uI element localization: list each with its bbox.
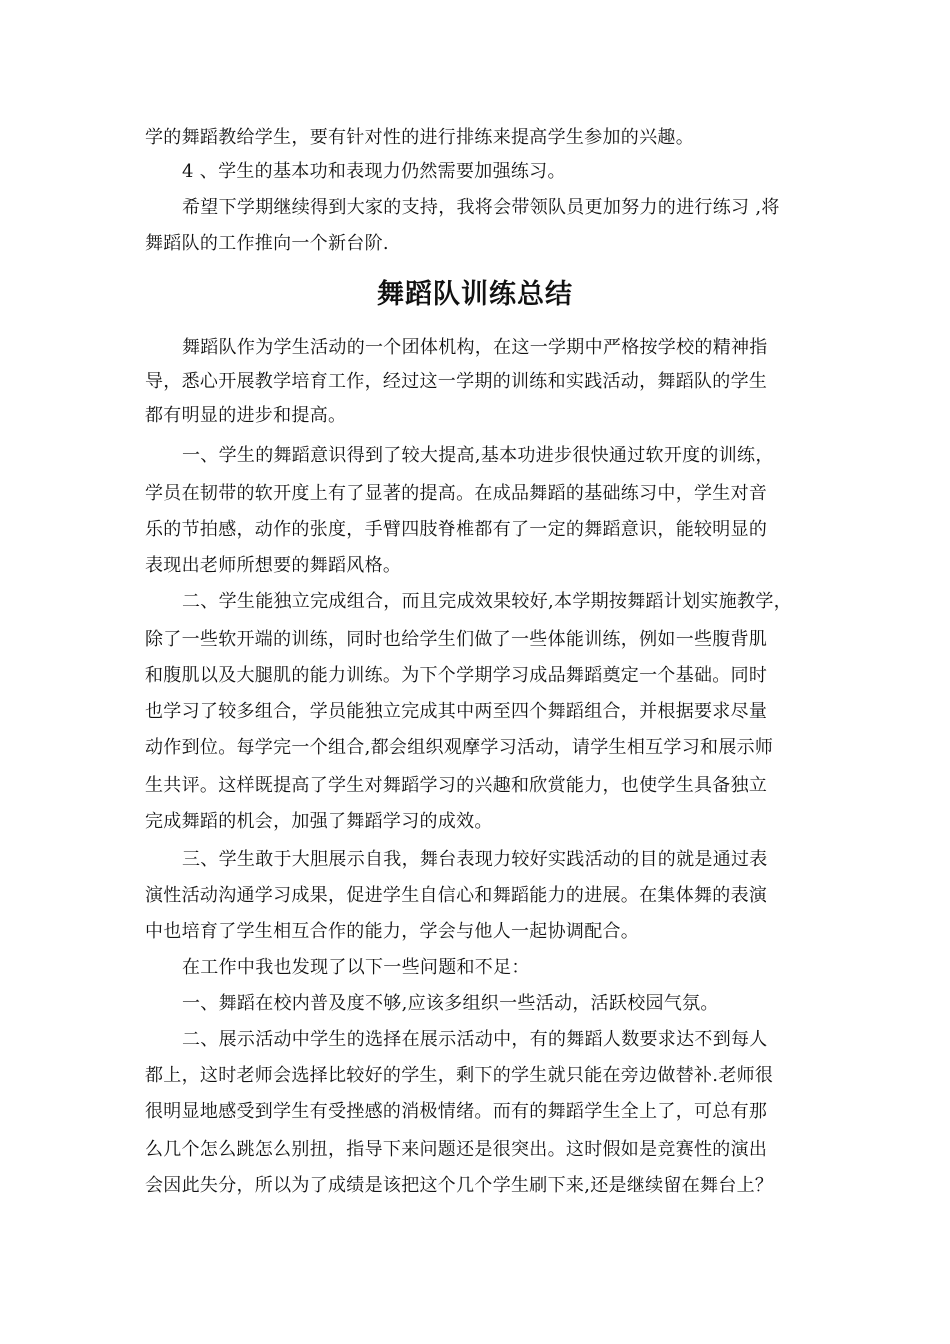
body-line: 除了一些软开端的训练，同时也给学生们做了一些体能训练，例如一些腹背肌	[145, 629, 768, 650]
body-line: 舞蹈队作为学生活动的一个团体机构，在这一学期中严格按学校的精神指	[182, 337, 768, 358]
body-line: 都有明显的进步和提高。	[145, 405, 347, 426]
body-line: 和腹肌以及大腿肌的能力训练。为下个学期学习成品舞蹈奠定一个基础。同时	[145, 665, 768, 686]
body-line: 么几个怎么跳怎么别扭，指导下来问题还是很突出。这时假如是竞赛性的演出	[145, 1139, 768, 1160]
intro-line-3: 希望下学期继续得到大家的支持，我将会带领队员更加努力的进行练习 ,将	[182, 197, 780, 218]
body-line: 表现出老师所想要的舞蹈风格。	[145, 555, 402, 576]
body-line: 学员在韧带的软开度上有了显著的提高。在成品舞蹈的基础练习中，学生对音	[145, 483, 768, 504]
body-line: 一、学生的舞蹈意识得到了较大提高,基本功进步很快通过软开度的训练，	[182, 445, 774, 466]
body-line: 中也培育了学生相互合作的能力，学会与他人一起协调配合。	[145, 921, 640, 942]
body-line: 也学习了较多组合，学员能独立完成其中两至四个舞蹈组合，并根据要求尽量	[145, 701, 768, 722]
intro-line-2: 4 、学生的基本功和表现力仍然需要加强练习。	[182, 161, 566, 182]
body-line: 在工作中我也发现了以下一些问题和不足：	[182, 957, 530, 978]
body-line: 三、学生敢于大胆展示自我，舞台表现力较好实践活动的目的就是通过表	[182, 849, 768, 870]
body-line: 二、展示活动中学生的选择在展示活动中，有的舞蹈人数要求达不到每人	[182, 1029, 768, 1050]
body-line: 动作到位。每学完一个组合,都会组织观摩学习活动，请学生相互学习和展示师	[145, 737, 774, 758]
body-line: 很明显地感受到学生有受挫感的消极情绪。而有的舞蹈学生全上了，可总有那	[145, 1101, 768, 1122]
intro-line-4: 舞蹈队的工作推向一个新台阶.	[145, 233, 389, 254]
body-line: 都上，这时老师会选择比较好的学生，剩下的学生就只能在旁边做替补.老师很	[145, 1065, 774, 1086]
body-line: 一、舞蹈在校内普及度不够,应该多组织一些活动，活跃校园气氛。	[182, 993, 719, 1014]
body-line: 生共评。这样既提高了学生对舞蹈学习的兴趣和欣赏能力，也使学生具备独立	[145, 775, 768, 796]
page-title: 舞蹈队训练总结	[377, 279, 573, 310]
body-line: 二、学生能独立完成组合，而且完成效果较好,本学期按舞蹈计划实施教学，	[182, 591, 792, 612]
body-line: 导，悉心开展教学培育工作，经过这一学期的训练和实践活动，舞蹈队的学生	[145, 371, 768, 392]
body-line: 乐的节拍感，动作的张度，手臂四肢脊椎都有了一定的舞蹈意识，能较明显的	[145, 519, 768, 540]
body-line: 完成舞蹈的机会，加强了舞蹈学习的成效。	[145, 811, 493, 832]
intro-line-1: 学的舞蹈教给学生，要有针对性的进行排练来提高学生参加的兴趣。	[145, 127, 694, 148]
body-line: 演性活动沟通学习成果，促进学生自信心和舞蹈能力的进展。在集体舞的表演	[145, 885, 768, 906]
body-line: 会因此失分，所以为了成绩是该把这个几个学生刷下来,还是继续留在舞台上？	[145, 1175, 774, 1196]
